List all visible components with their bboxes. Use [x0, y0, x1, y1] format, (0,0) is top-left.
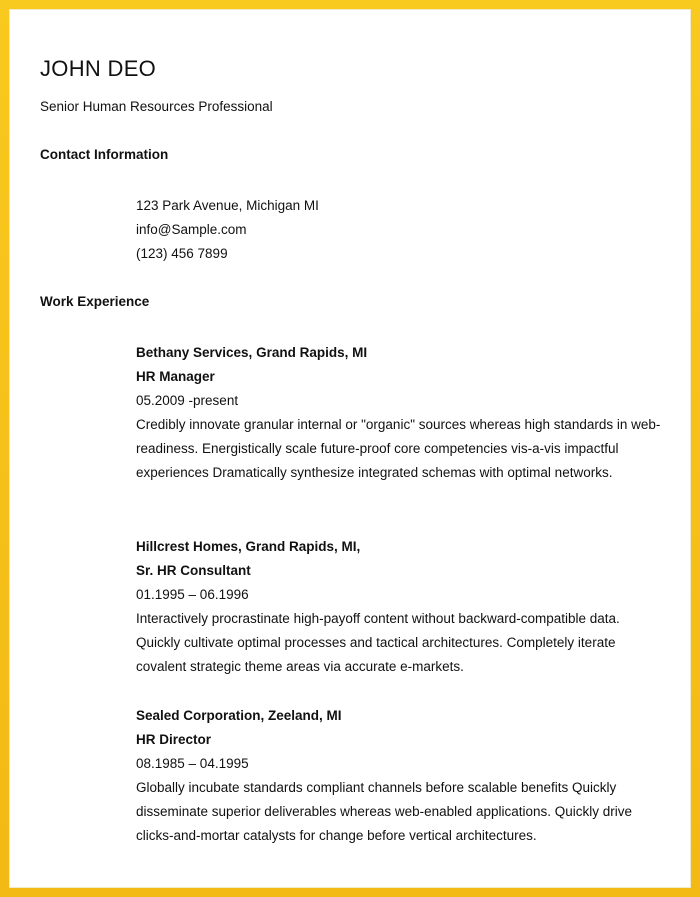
job-dates: 08.1985 – 04.1995 — [136, 756, 249, 771]
candidate-name: JOHN DEO — [40, 56, 157, 81]
job-description: Credibly innovate granular internal or "organic" sources whereas high standards in web-readiness. Energistically scale future-proof core competencies vis-a-vis impactful experiences Dramatically synthesize integrated schemas with optimal networks. — [136, 417, 661, 480]
job-company: Bethany Services, Grand Rapids, MI — [136, 345, 368, 360]
candidate-title: Senior Human Resources Professional — [40, 99, 273, 114]
contact-heading: Contact Information — [40, 147, 169, 162]
job-description: Interactively procrastinate high-payoff content without backward-compatible data. Quickly cultivate optimal processes and tactical architectures. Completely iterate covalent strategic theme areas via accurate e-markets. — [136, 611, 620, 674]
job-description: Globally incubate standards compliant channels before scalable benefits Quickly disseminate superior deliverables whereas web-enabled applications. Quickly drive clicks-and-mortar catalysts for change before vertical architectures. — [136, 780, 633, 843]
contact-phone: (123) 456 7899 — [136, 246, 228, 261]
job-entry — [136, 341, 666, 485]
job-company: Hillcrest Homes, Grand Rapids, MI, — [136, 539, 361, 554]
job-dates: 05.2009 -present — [136, 393, 239, 408]
job-role: Sr. HR Consultant — [136, 563, 251, 578]
job-company: Sealed Corporation, Zeeland, MI — [136, 708, 342, 723]
resume-page — [9, 9, 691, 888]
job-dates: 01.1995 – 06.1996 — [136, 587, 249, 602]
job-role: HR Manager — [136, 369, 215, 384]
work-heading: Work Experience — [40, 294, 150, 309]
contact-email: info@Sample.com — [136, 222, 247, 237]
contact-details — [136, 194, 666, 266]
job-entry — [136, 535, 666, 679]
job-role: HR Director — [136, 732, 212, 747]
job-entry — [136, 704, 666, 848]
contact-address: 123 Park Avenue, Michigan MI — [136, 198, 319, 213]
